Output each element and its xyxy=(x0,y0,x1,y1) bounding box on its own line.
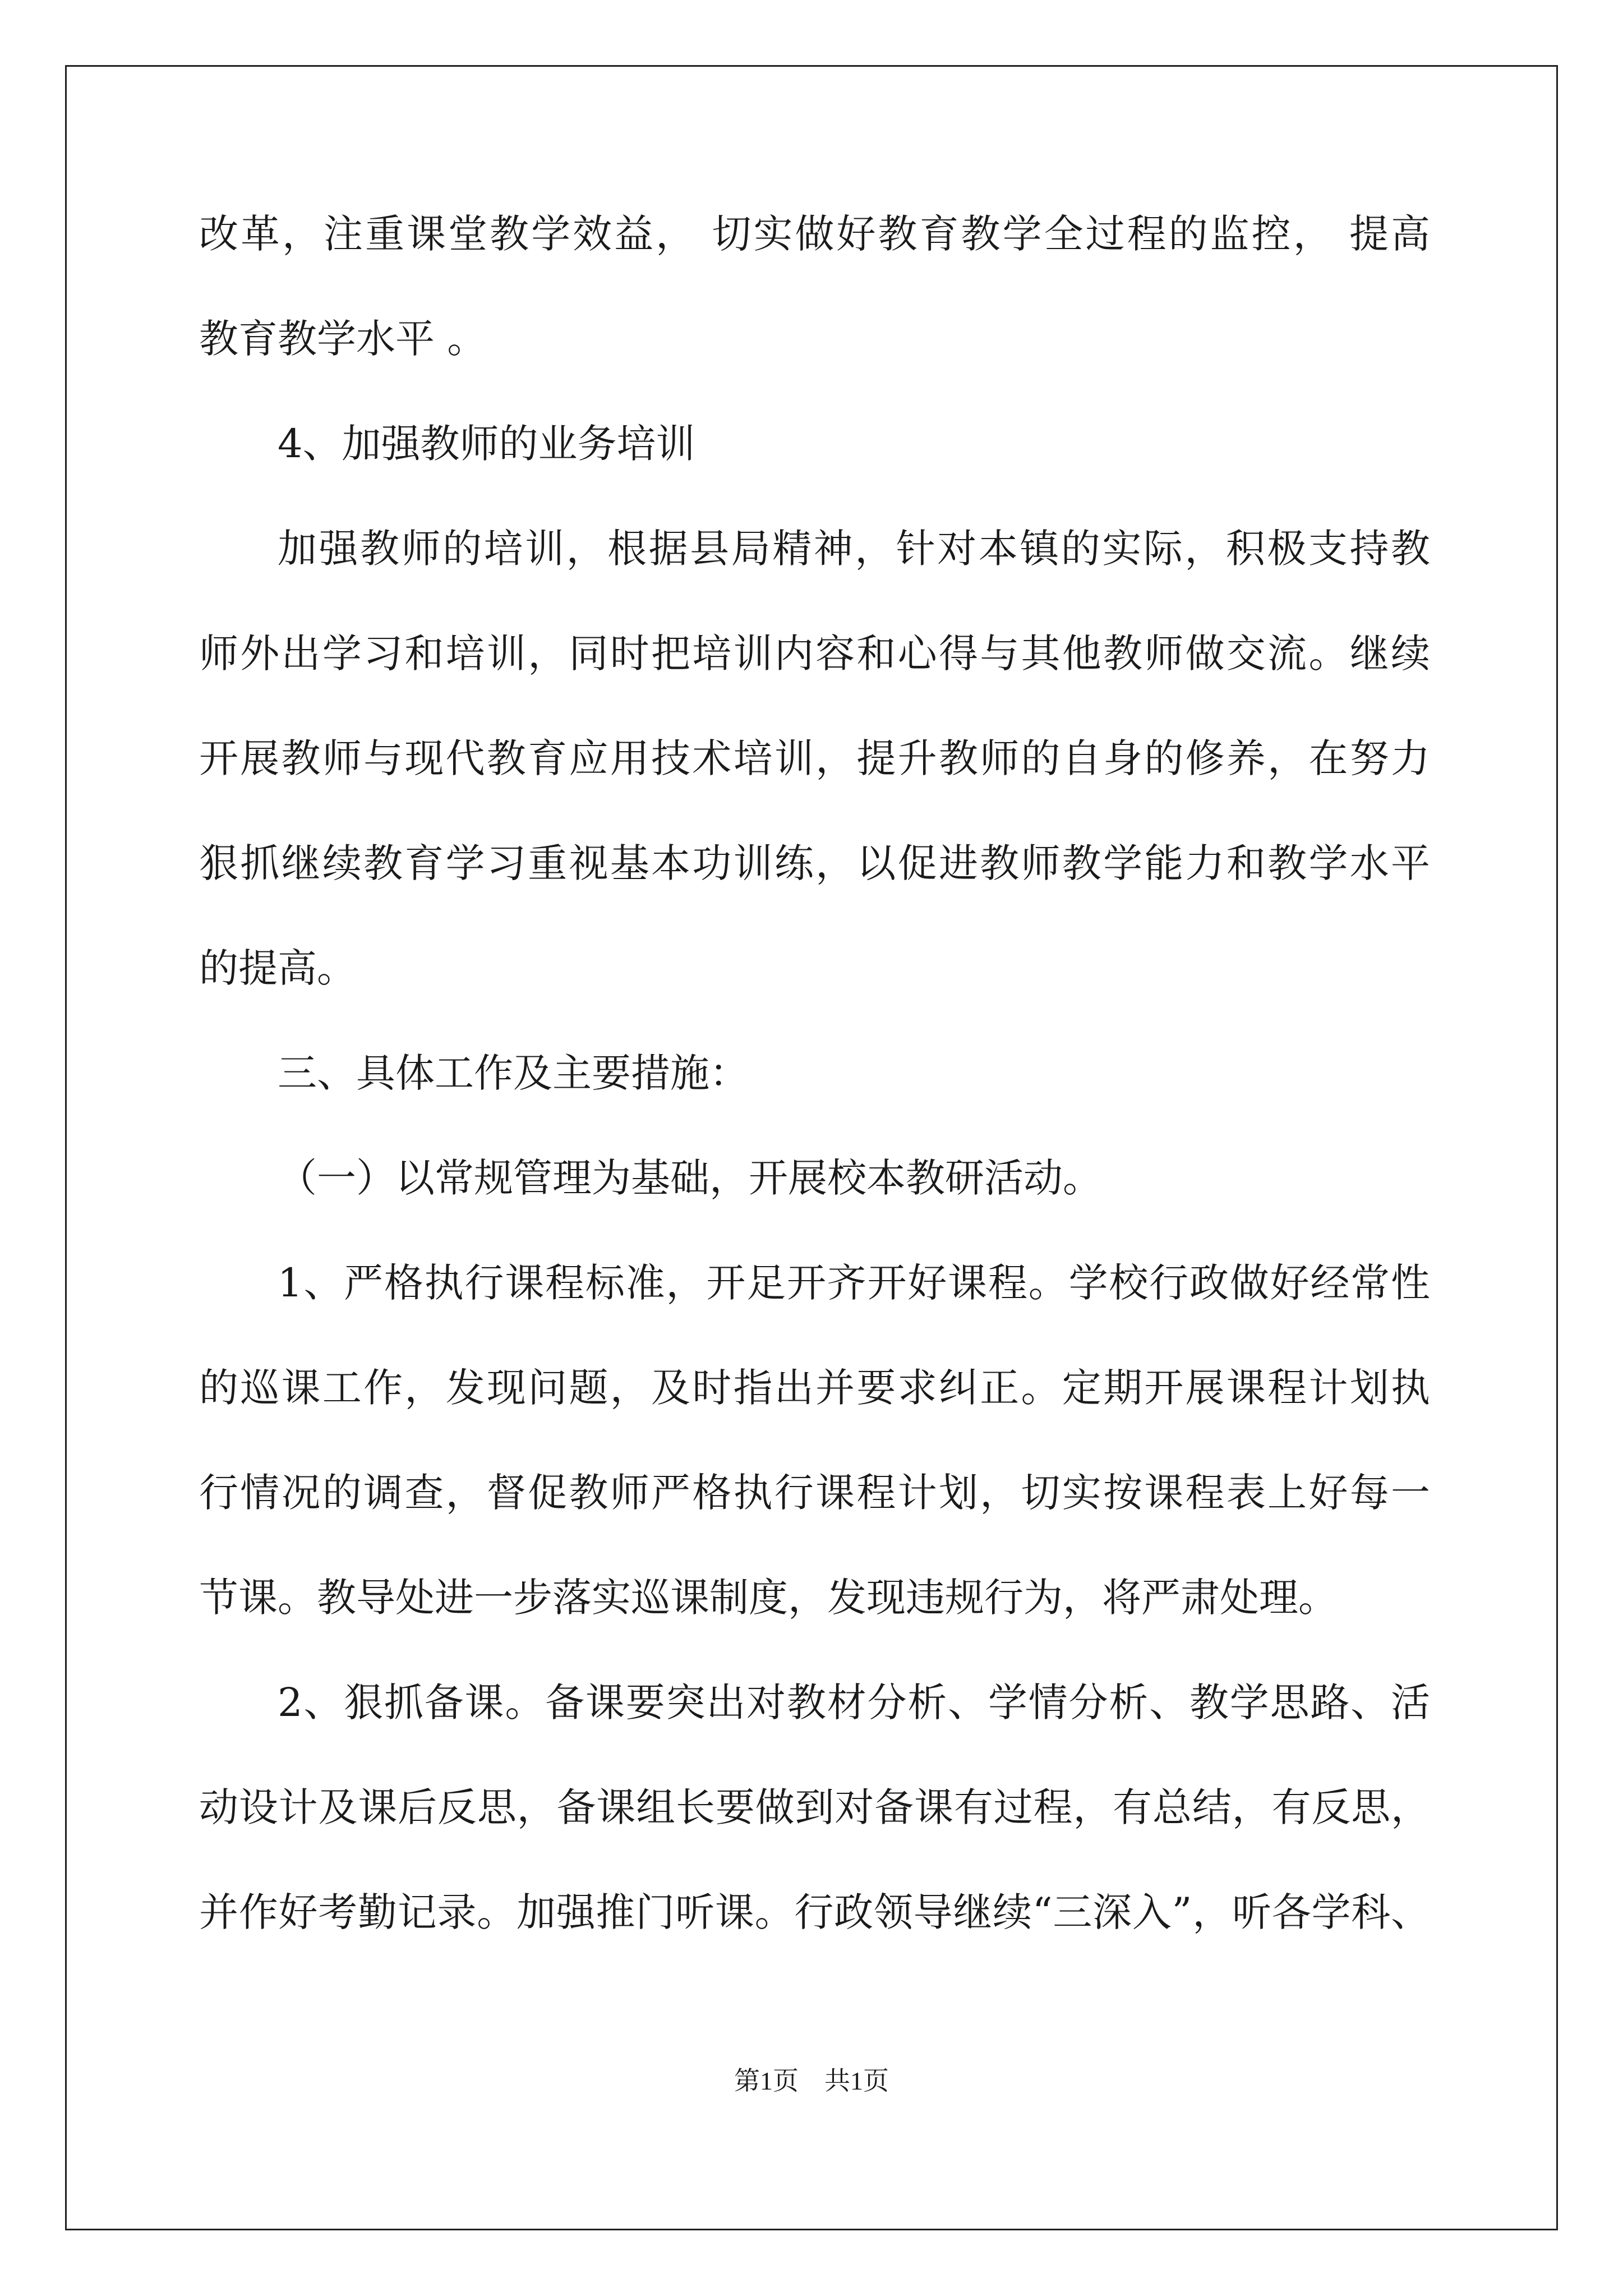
text-line: 动设计及课后反思，备课组长要做到对备课有过程，有总结，有反思， xyxy=(199,1784,1430,1830)
text-line: 行情况的调查，督促教师严格执行课程计划，切实按课程表上好每一 xyxy=(199,1470,1430,1516)
text-line: 的提高。 xyxy=(199,945,356,991)
subsection-heading: （一）以常规管理为基础，开展校本教研活动。 xyxy=(278,1155,1102,1201)
text-line: 节课。教导处进一步落实巡课制度，发现违规行为，将严肃处理。 xyxy=(199,1575,1338,1621)
document-body xyxy=(199,208,1430,1939)
section-heading: 三、具体工作及主要措施： xyxy=(278,1050,749,1096)
text-line: 加强教师的培训，根据县局精神，针对本镇的实际，积极支持教 xyxy=(278,526,1430,572)
text-line: 1、严格执行课程标准，开足开齐开好课程。学校行政做好经常性 xyxy=(278,1260,1430,1306)
text-line: 的巡课工作，发现问题，及时指出并要求纠正。定期开展课程计划执 xyxy=(199,1365,1430,1411)
text-line: 并作好考勤记录。加强推门听课。行政领导继续“三深入”，听各学科、 xyxy=(199,1889,1430,1935)
page-number-footer: 第1页 共1页 xyxy=(734,2067,889,2095)
text-line: 师外出学习和培训，同时把培训内容和心得与其他教师做交流。继续 xyxy=(199,631,1430,677)
text-line: 教育教学水平 。 xyxy=(199,316,487,362)
text-line: 开展教师与现代教育应用技术培训，提升教师的自身的修养，在努力 xyxy=(199,735,1430,781)
text-line: 2、狠抓备课。备课要突出对教材分析、学情分析、教学思路、活 xyxy=(278,1680,1430,1726)
section-heading: 4、加强教师的业务培训 xyxy=(278,421,695,467)
text-line: 改革，注重课堂教学效益， 切实做好教育教学全过程的监控， 提高 xyxy=(199,211,1430,257)
text-line: 狠抓继续教育学习重视基本功训练，以促进教师教学能力和教学水平 xyxy=(199,840,1430,886)
